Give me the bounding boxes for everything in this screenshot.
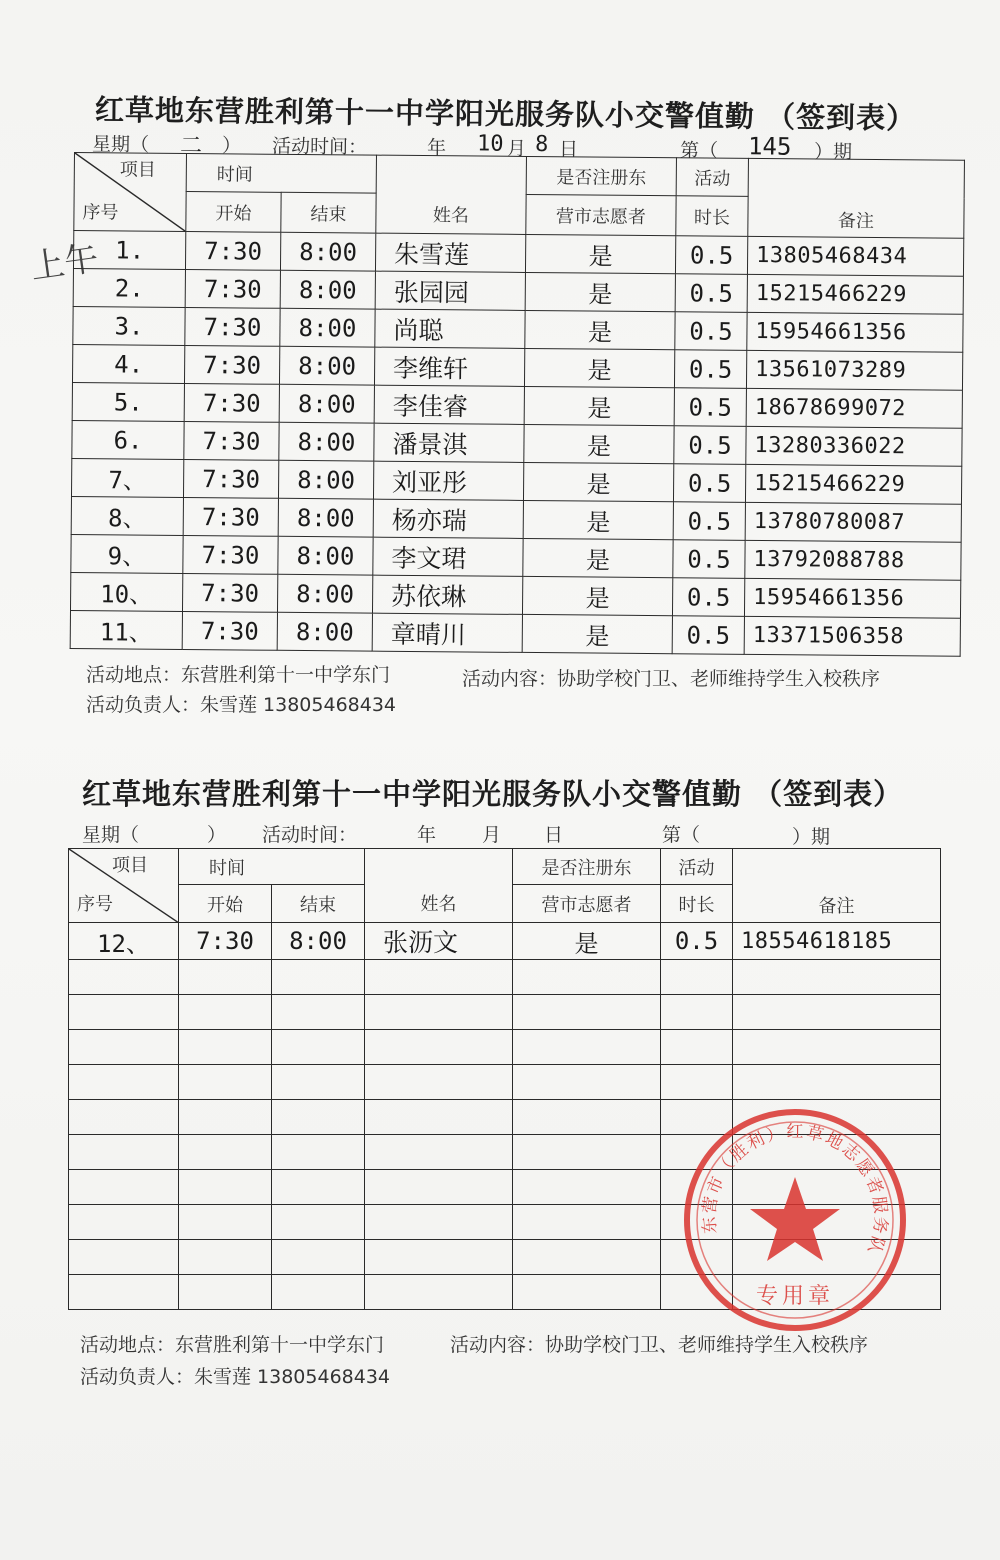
- remark-cell: 13805468434: [747, 236, 963, 276]
- end-cell: 8:00: [278, 498, 373, 537]
- time-header: 时间: [186, 153, 376, 193]
- empty-cell: [365, 1100, 513, 1135]
- duration-header-1: 活动: [676, 158, 748, 197]
- empty-cell: [513, 960, 661, 995]
- official-seal: [680, 1105, 910, 1335]
- start-cell: 7:30: [183, 459, 278, 498]
- empty-cell: [513, 1030, 661, 1065]
- empty-cell: [272, 1100, 365, 1135]
- year-label: 年: [426, 136, 447, 160]
- duration-cell: 0.5: [674, 350, 746, 389]
- name-cell: 李维轩: [374, 347, 524, 386]
- period-close: ）期: [813, 140, 853, 164]
- end-cell: 8:00: [279, 422, 374, 461]
- registered-cell: 是: [525, 272, 675, 311]
- empty-cell: [69, 1275, 179, 1310]
- end-cell: 8:00: [277, 612, 372, 651]
- sheet1-body: [70, 231, 964, 657]
- weekday-close: ）: [221, 134, 242, 157]
- remark-cell: 15954661356: [747, 312, 963, 352]
- name-cell: 苏依琳: [372, 575, 522, 614]
- item-header: 项目: [119, 159, 156, 181]
- end-cell: 8:00: [280, 270, 375, 309]
- end-cell: 8:00: [272, 923, 365, 960]
- empty-cell: [179, 1065, 272, 1100]
- table-row: [70, 610, 960, 656]
- empty-cell: [272, 1065, 365, 1100]
- end-cell: 8:00: [280, 232, 375, 271]
- registered-cell: 是: [522, 614, 672, 653]
- start-cell: 7:30: [184, 421, 279, 460]
- empty-cell: [272, 1205, 365, 1240]
- sheet2-content: 活动内容：协助学校门卫、老师维持学生入校秩序: [450, 1334, 869, 1356]
- empty-cell: [365, 960, 513, 995]
- seq-cell: 12、: [69, 923, 179, 960]
- name-cell: 刘亚彤: [373, 461, 523, 500]
- name-cell: 潘景淇: [374, 423, 524, 462]
- registered-cell: 是: [524, 348, 674, 387]
- duration-cell: 0.5: [673, 464, 745, 503]
- period-open: 第（: [662, 824, 701, 846]
- margin-note: 上午: [28, 238, 101, 288]
- duration-cell: 0.5: [675, 236, 747, 275]
- registered-cell: 是: [523, 462, 673, 501]
- registered-cell: 是: [523, 500, 673, 539]
- duration-cell: 0.5: [673, 540, 745, 579]
- end-header: 结束: [281, 192, 376, 233]
- day-label: 日: [558, 138, 579, 161]
- seq-cell: 6.: [72, 420, 184, 459]
- empty-cell: [69, 1030, 179, 1065]
- empty-row: [69, 960, 941, 995]
- empty-row: [69, 1030, 941, 1065]
- empty-cell: [272, 1275, 365, 1310]
- remark-cell: 15215466229: [745, 464, 961, 504]
- empty-cell: [69, 995, 179, 1030]
- weekday-value: 二: [179, 133, 203, 159]
- duration-cell: 0.5: [661, 923, 733, 960]
- duration-cell: 0.5: [672, 616, 744, 655]
- empty-cell: [513, 1275, 661, 1310]
- empty-cell: [179, 1275, 272, 1310]
- name-cell: 张沥文: [365, 923, 513, 960]
- period-close: ）期: [792, 826, 831, 848]
- empty-cell: [272, 960, 365, 995]
- item-header: 项目: [112, 855, 148, 876]
- sheet2-leader: 活动负责人：朱雪莲 13805468434: [80, 1366, 391, 1388]
- start-cell: 7:30: [185, 231, 280, 270]
- seq-cell: 7、: [71, 458, 183, 497]
- end-cell: 8:00: [278, 460, 373, 499]
- duration-cell: 0.5: [674, 426, 746, 465]
- end-header: 结束: [272, 885, 365, 923]
- remark-cell: 18554618185: [733, 923, 941, 960]
- empty-cell: [272, 1170, 365, 1205]
- empty-cell: [365, 1135, 513, 1170]
- svg-text:专用章: 专用章: [755, 1284, 835, 1309]
- name-cell: 朱雪莲: [375, 233, 525, 272]
- start-cell: 7:30: [179, 923, 272, 960]
- seq-cell: 4.: [72, 344, 184, 383]
- seq-cell: 9、: [71, 534, 183, 573]
- sheet1-leader: 活动负责人：朱雪莲 13805468434: [86, 694, 397, 716]
- seq-cell: 10、: [70, 572, 182, 611]
- empty-cell: [513, 1065, 661, 1100]
- start-cell: 7:30: [184, 345, 279, 384]
- svg-text:东营市（胜利）红草地志愿者服务队: 东营市（胜利）红草地志愿者服务队: [699, 1122, 891, 1259]
- empty-cell: [69, 960, 179, 995]
- duration-cell: 0.5: [672, 578, 744, 617]
- empty-cell: [272, 995, 365, 1030]
- empty-cell: [69, 1240, 179, 1275]
- name-header: 姓名: [376, 155, 527, 234]
- empty-cell: [69, 1205, 179, 1240]
- empty-cell: [179, 1100, 272, 1135]
- end-cell: 8:00: [280, 308, 375, 347]
- registered-cell: 是: [522, 576, 672, 615]
- start-cell: 7:30: [184, 383, 279, 422]
- registered-cell: 是: [524, 386, 674, 425]
- end-cell: 8:00: [278, 536, 373, 575]
- sheet2-title: 红草地东营胜利第十一中学阳光服务队小交警值勤 （签到表）: [82, 777, 904, 811]
- remark-cell: 18678699072: [746, 388, 962, 428]
- empty-cell: [69, 1065, 179, 1100]
- empty-cell: [733, 1030, 941, 1065]
- start-cell: 7:30: [182, 573, 277, 612]
- weekday-label: 星期（: [82, 824, 140, 846]
- start-cell: 7:30: [185, 269, 280, 308]
- empty-cell: [661, 995, 733, 1030]
- seq-cell: 5.: [72, 382, 184, 421]
- name-cell: 杨亦瑞: [373, 499, 523, 538]
- sheet2-location: 活动地点：东营胜利第十一中学东门: [80, 1334, 385, 1356]
- empty-cell: [69, 1135, 179, 1170]
- duration-cell: 0.5: [675, 312, 747, 351]
- seq-cell: 1.: [73, 231, 185, 270]
- end-cell: 8:00: [277, 574, 372, 613]
- empty-cell: [513, 995, 661, 1030]
- sheet1-content: 活动内容：协助学校门卫、老师维持学生入校秩序: [462, 668, 881, 690]
- name-cell: 尚聪: [375, 309, 525, 348]
- empty-cell: [179, 1205, 272, 1240]
- empty-cell: [365, 995, 513, 1030]
- remark-cell: 13371506358: [744, 616, 960, 656]
- period-value: 145: [747, 132, 792, 161]
- registered-cell: 是: [524, 424, 674, 463]
- start-header: 开始: [186, 191, 281, 232]
- name-cell: 李文珺: [373, 537, 523, 576]
- seq-cell: 11、: [70, 610, 182, 649]
- empty-cell: [365, 1275, 513, 1310]
- empty-cell: [179, 995, 272, 1030]
- empty-cell: [365, 1065, 513, 1100]
- start-cell: 7:30: [183, 497, 278, 536]
- start-cell: 7:30: [183, 535, 278, 574]
- table-row: [69, 923, 941, 960]
- seq-cell: 8、: [71, 496, 183, 535]
- sheet1-table: [70, 152, 965, 657]
- empty-cell: [513, 1170, 661, 1205]
- name-cell: 张园园: [375, 271, 525, 310]
- year-label: 年: [417, 824, 437, 846]
- seq-header: 序号: [82, 202, 119, 224]
- empty-cell: [69, 1170, 179, 1205]
- remark-cell: 15954661356: [744, 578, 960, 618]
- registered-cell: 是: [525, 310, 675, 349]
- remark-cell: 13561073289: [746, 350, 962, 390]
- empty-cell: [69, 1100, 179, 1135]
- duration-cell: 0.5: [673, 502, 745, 541]
- empty-cell: [365, 1240, 513, 1275]
- empty-cell: [661, 960, 733, 995]
- duration-cell: 0.5: [675, 274, 747, 313]
- registered-header-1: 是否注册东: [513, 849, 661, 885]
- name-header: 姓名: [365, 849, 513, 923]
- registered-header-2: 营市志愿者: [513, 885, 661, 923]
- month-value: 10: [476, 131, 504, 157]
- month-label: 月: [482, 824, 502, 846]
- start-cell: 7:30: [182, 611, 277, 650]
- remark-header: 备注: [733, 849, 941, 923]
- remark-cell: 15215466229: [747, 274, 963, 314]
- empty-cell: [365, 1030, 513, 1065]
- empty-cell: [513, 1135, 661, 1170]
- sheet1-title: 红草地东营胜利第十一中学阳光服务队小交警值勤 （签到表）: [94, 92, 917, 136]
- time-header: 时间: [179, 849, 365, 885]
- empty-cell: [733, 1065, 941, 1100]
- empty-cell: [179, 960, 272, 995]
- seq-header: 序号: [77, 894, 113, 915]
- empty-cell: [365, 1170, 513, 1205]
- empty-cell: [365, 1205, 513, 1240]
- empty-row: [69, 1065, 941, 1100]
- end-cell: 8:00: [279, 384, 374, 423]
- weekday-close: ）: [207, 824, 227, 846]
- sheet1-corner-header: [74, 153, 187, 232]
- remark-header: 备注: [748, 158, 965, 238]
- registered-cell: 是: [513, 923, 661, 960]
- month-label: 月: [506, 137, 527, 160]
- remark-cell: 13280336022: [746, 426, 962, 466]
- empty-cell: [733, 960, 941, 995]
- registered-cell: 是: [523, 538, 673, 577]
- remark-cell: 13792088788: [745, 540, 961, 580]
- name-cell: 章晴川: [372, 613, 522, 652]
- empty-cell: [179, 1170, 272, 1205]
- empty-cell: [661, 1030, 733, 1065]
- sheet2-corner-header: [69, 849, 179, 923]
- name-cell: 李佳睿: [374, 385, 524, 424]
- period-open: 第（: [679, 139, 719, 162]
- empty-row: [69, 995, 941, 1030]
- empty-cell: [733, 995, 941, 1030]
- start-header: 开始: [179, 885, 272, 923]
- sheet1-location: 活动地点：东营胜利第十一中学东门: [86, 664, 391, 686]
- day-value: 8: [534, 132, 549, 158]
- empty-cell: [513, 1240, 661, 1275]
- empty-cell: [272, 1135, 365, 1170]
- seq-cell: 3.: [73, 306, 185, 345]
- empty-cell: [513, 1100, 661, 1135]
- registered-header-2: 营市志愿者: [526, 194, 676, 235]
- weekday-label: 星期（: [91, 133, 150, 156]
- empty-cell: [179, 1030, 272, 1065]
- day-label: 日: [544, 824, 564, 846]
- activity-time-label: 活动时间：: [262, 824, 358, 846]
- duration-header-1: 活动: [661, 849, 733, 885]
- empty-cell: [179, 1135, 272, 1170]
- start-cell: 7:30: [185, 307, 280, 346]
- empty-cell: [661, 1065, 733, 1100]
- end-cell: 8:00: [279, 346, 374, 385]
- duration-cell: 0.5: [674, 388, 746, 427]
- duration-header-2: 时长: [676, 196, 748, 237]
- empty-cell: [179, 1240, 272, 1275]
- empty-cell: [513, 1205, 661, 1240]
- registered-cell: 是: [525, 234, 675, 273]
- remark-cell: 13780780087: [745, 502, 961, 542]
- activity-time-label: 活动时间：: [271, 135, 368, 159]
- registered-header-1: 是否注册东: [526, 156, 676, 195]
- empty-cell: [272, 1240, 365, 1275]
- duration-header-2: 时长: [661, 885, 733, 923]
- seq-cell: 2.: [73, 268, 185, 307]
- empty-cell: [272, 1030, 365, 1065]
